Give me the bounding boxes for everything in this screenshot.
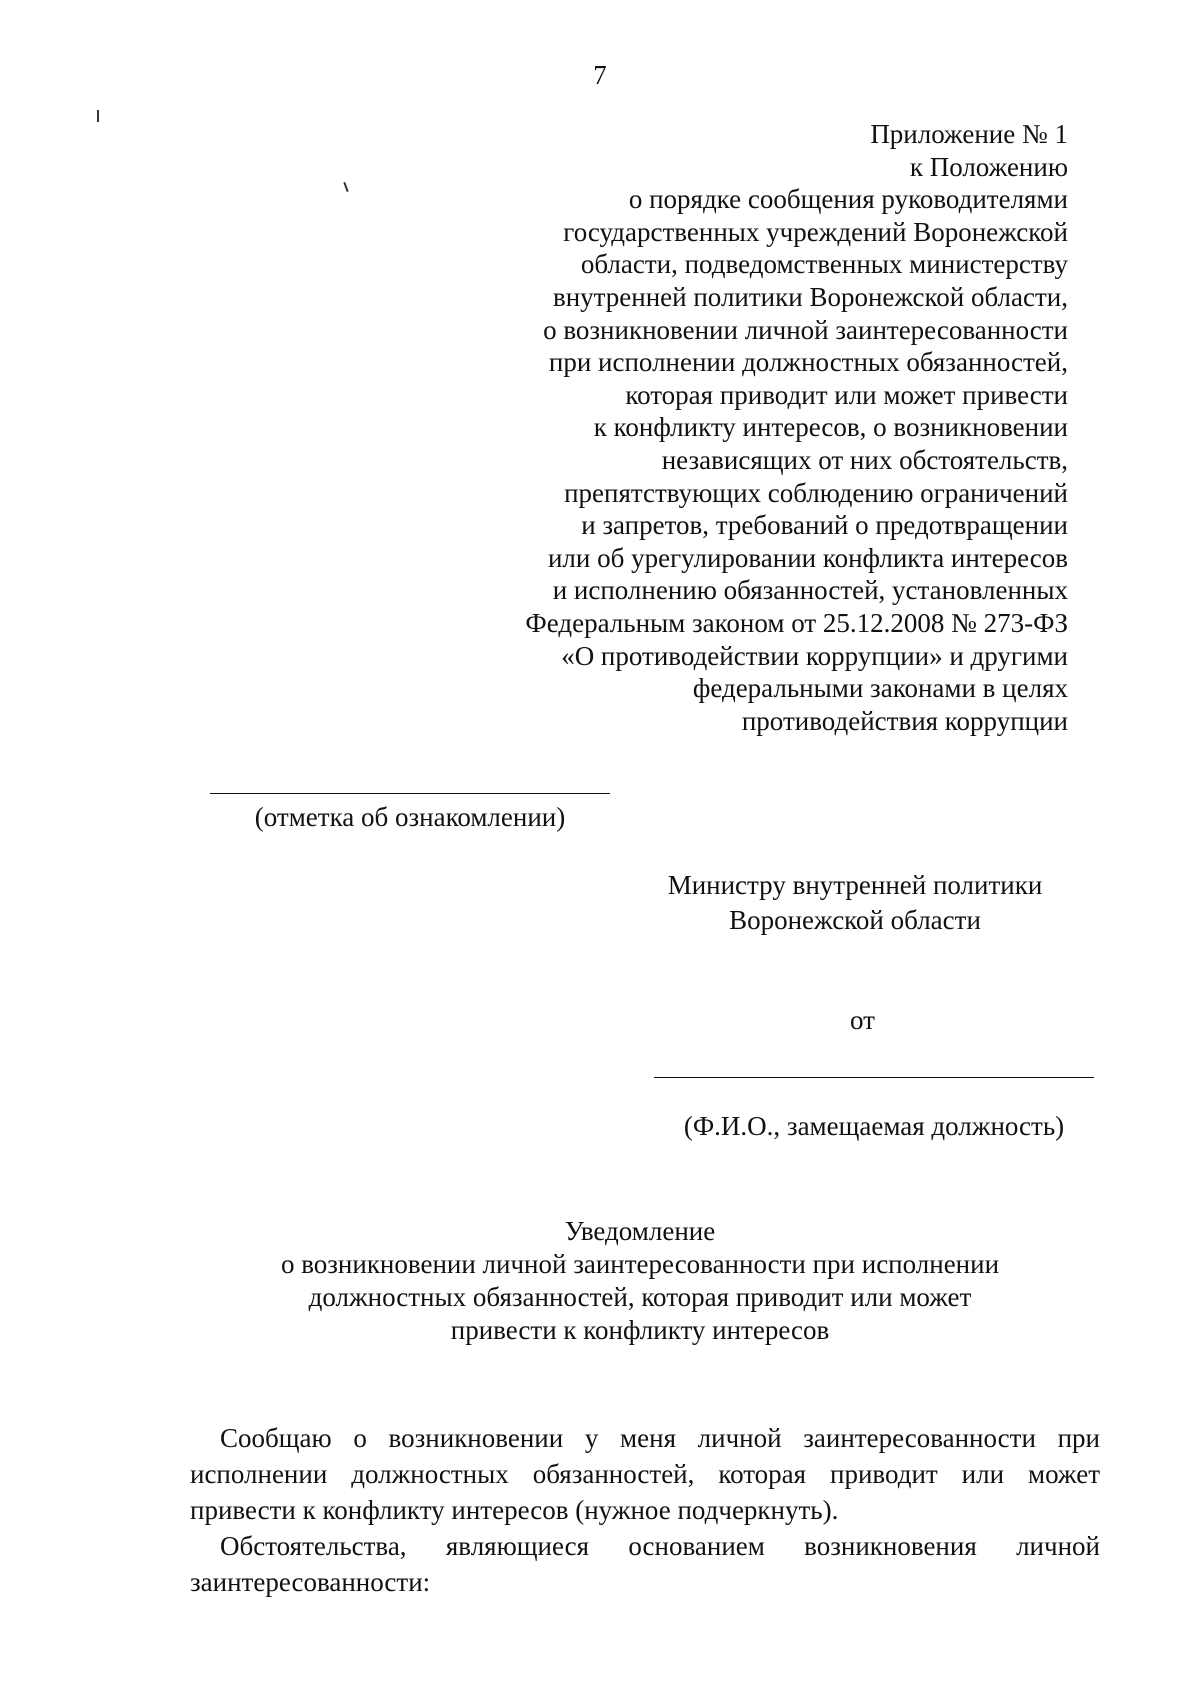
acknowledgement-caption: (отметка об ознакомлении) (254, 802, 566, 832)
notice-subtitle-line: привести к конфликту интересов (450, 1315, 830, 1345)
addressee-block (620, 868, 1090, 938)
appendix-line: государственных учреждений Воронежской (563, 216, 1068, 247)
body-paragraph: Обстоятельства, являющиеся основанием возникновения личной заинтересованности: (190, 1531, 1100, 1597)
appendix-line: или об урегулировании конфликта интересов (547, 542, 1068, 573)
appendix-line: которая приводит или может привести (625, 379, 1068, 410)
appendix-line: к конфликту интересов, о возникновении (593, 412, 1068, 443)
acknowledgement-signature-line[interactable] (210, 793, 610, 794)
appendix-line: области, подведомственных министерству (580, 249, 1068, 280)
from-label: от (850, 1005, 875, 1035)
notice-heading (180, 1215, 1100, 1347)
appendix-line: независящих от них обстоятельств, (661, 444, 1068, 475)
appendix-line: к Положению (909, 151, 1068, 182)
notice-title: Уведомление (564, 1216, 716, 1246)
appendix-line: внутренней политики Воронежской области, (552, 281, 1068, 312)
appendix-line: и исполнению обязанностей, установленных (552, 575, 1068, 606)
notice-subtitle-line: о возникновении личной заинтересованности при исполнении (280, 1249, 1000, 1279)
fio-caption: (Ф.И.О., замещаемая должность) (683, 1111, 1065, 1141)
addressee-line: Министру внутренней политики (667, 870, 1043, 900)
appendix-line: при исполнении должностных обязанностей, (548, 347, 1068, 378)
appendix-line: о порядке сообщения руководителями (628, 184, 1068, 215)
appendix-line: «О противодействии коррупции» и другими (561, 640, 1068, 671)
notice-body (190, 1420, 1100, 1600)
page-number: 7 (593, 60, 607, 90)
appendix-line: Приложение № 1 (870, 119, 1068, 149)
acknowledgement-block (210, 793, 610, 833)
addressee-line: Воронежской области (729, 905, 981, 935)
notice-subtitle-line: должностных обязанностей, которая приводит или может (308, 1282, 972, 1312)
appendix-line: противодействия коррупции (741, 705, 1068, 736)
appendix-line: федеральными законами в целях (692, 673, 1068, 704)
appendix-line: и запретов, требований о предотвращении (581, 510, 1068, 541)
fio-entry-line[interactable] (654, 1077, 1094, 1078)
appendix-header (368, 118, 1068, 737)
body-paragraph: Сообщаю о возникновении у меня личной заинтересованности при исполнении должностных обязанностей, которая приводит или может привести к конфликту интересов (нужное подчеркнуть). (190, 1423, 1100, 1525)
scan-speck (343, 182, 348, 192)
appendix-line: Федеральным законом от 25.12.2008 № 273-ФЗ (525, 607, 1068, 638)
scan-speck (97, 110, 99, 122)
appendix-line: препятствующих соблюдению ограничений (564, 477, 1068, 508)
appendix-line: о возникновении личной заинтересованности (543, 314, 1068, 345)
